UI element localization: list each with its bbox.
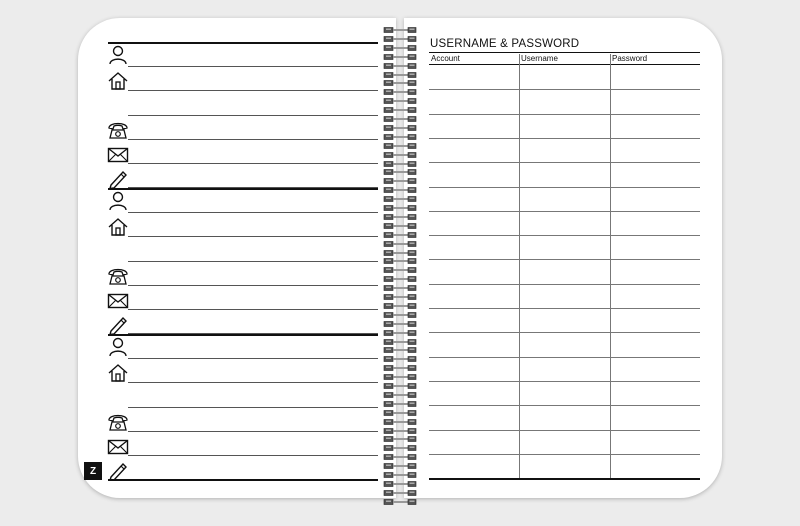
- spiral-coil: [382, 154, 418, 159]
- writing-line[interactable]: [128, 358, 378, 359]
- spiral-coil: [382, 403, 418, 408]
- spiral-coil: [382, 29, 418, 34]
- spiral-coil: [382, 82, 418, 87]
- phone-icon: [107, 266, 129, 286]
- table-row[interactable]: [429, 357, 700, 358]
- person-icon: [107, 191, 129, 211]
- spiral-coil: [382, 456, 418, 461]
- pencil-icon: [107, 461, 129, 481]
- spiral-coil: [382, 207, 418, 212]
- spiral-coil: [382, 305, 418, 310]
- table-row[interactable]: [429, 308, 700, 309]
- writing-line[interactable]: [128, 261, 378, 262]
- spiral-coil: [382, 56, 418, 61]
- table-row[interactable]: [429, 211, 700, 212]
- spiral-coil: [382, 421, 418, 426]
- pencil-icon: [107, 315, 129, 335]
- envelope-icon: [107, 291, 129, 311]
- writing-line[interactable]: [128, 212, 378, 213]
- person-icon: [107, 337, 129, 357]
- spiral-coil: [382, 429, 418, 434]
- spiral-coil: [382, 145, 418, 150]
- writing-line[interactable]: [128, 309, 378, 310]
- phone-icon: [107, 120, 129, 140]
- spiral-coil: [382, 465, 418, 470]
- spiral-coil: [382, 73, 418, 78]
- spiral-coil: [382, 100, 418, 105]
- spiral-coil: [382, 234, 418, 239]
- spiral-coil: [382, 251, 418, 256]
- spiral-coil: [382, 412, 418, 417]
- column-header-password: Password: [612, 54, 648, 63]
- table-row[interactable]: [429, 478, 700, 480]
- spiral-coil: [382, 109, 418, 114]
- spiral-coil: [382, 483, 418, 488]
- spiral-coil: [382, 474, 418, 479]
- spiral-coil: [382, 385, 418, 390]
- pencil-icon: [107, 169, 129, 189]
- spiral-coil: [382, 269, 418, 274]
- writing-line[interactable]: [108, 479, 378, 481]
- spiral-coil: [382, 180, 418, 185]
- table-row[interactable]: [429, 235, 700, 236]
- spiral-coil: [382, 91, 418, 96]
- entry-top-rule: [108, 334, 378, 336]
- table-row[interactable]: [429, 405, 700, 406]
- house-icon: [107, 71, 129, 91]
- table-row[interactable]: [429, 89, 700, 90]
- page-title: USERNAME & PASSWORD: [430, 38, 580, 50]
- column-divider: [610, 54, 611, 478]
- spiral-coil: [382, 278, 418, 283]
- writing-line[interactable]: [128, 66, 378, 67]
- spiral-coil: [382, 332, 418, 337]
- spiral-coil: [382, 447, 418, 452]
- writing-line[interactable]: [128, 285, 378, 286]
- spiral-coil: [382, 492, 418, 497]
- alphabet-tab[interactable]: Z: [84, 462, 102, 480]
- spiral-coil: [382, 358, 418, 363]
- house-icon: [107, 363, 129, 383]
- spiral-coil: [382, 296, 418, 301]
- envelope-icon: [107, 437, 129, 457]
- house-icon: [107, 217, 129, 237]
- spiral-coil: [382, 340, 418, 345]
- spiral-coil: [382, 314, 418, 319]
- table-row[interactable]: [429, 430, 700, 431]
- table-row[interactable]: [429, 284, 700, 285]
- spiral-coil: [382, 136, 418, 141]
- column-header-username: Username: [521, 54, 558, 63]
- table-row[interactable]: [429, 454, 700, 455]
- spiral-coil: [382, 260, 418, 265]
- spiral-binding: [382, 16, 418, 500]
- spiral-coil: [382, 376, 418, 381]
- spiral-coil: [382, 65, 418, 70]
- spiral-coil: [382, 367, 418, 372]
- spiral-coil: [382, 171, 418, 176]
- spiral-coil: [382, 438, 418, 443]
- spiral-coil: [382, 394, 418, 399]
- spiral-coil: [382, 225, 418, 230]
- password-table: [429, 52, 700, 479]
- table-row[interactable]: [429, 162, 700, 163]
- writing-line[interactable]: [128, 382, 378, 383]
- spiral-coil: [382, 198, 418, 203]
- writing-line[interactable]: [128, 455, 378, 456]
- spiral-coil: [382, 287, 418, 292]
- spiral-coil: [382, 38, 418, 43]
- table-body: [429, 65, 700, 479]
- table-row[interactable]: [429, 259, 700, 260]
- entry-top-rule: [108, 42, 378, 44]
- spiral-coil: [382, 349, 418, 354]
- spiral-coil: [382, 47, 418, 52]
- table-row[interactable]: [429, 332, 700, 333]
- writing-line[interactable]: [128, 431, 378, 432]
- envelope-icon: [107, 145, 129, 165]
- spiral-coil: [382, 323, 418, 328]
- table-row[interactable]: [429, 114, 700, 115]
- writing-line[interactable]: [128, 407, 378, 408]
- writing-line[interactable]: [128, 90, 378, 91]
- spiral-coil: [382, 127, 418, 132]
- writing-line[interactable]: [128, 163, 378, 164]
- table-header: [429, 52, 700, 65]
- person-icon: [107, 45, 129, 65]
- table-row[interactable]: [429, 187, 700, 188]
- writing-line[interactable]: [128, 236, 378, 237]
- writing-line[interactable]: [128, 115, 378, 116]
- table-row[interactable]: [429, 138, 700, 139]
- column-header-account: Account: [431, 54, 460, 63]
- spiral-coil: [382, 243, 418, 248]
- table-row[interactable]: [429, 381, 700, 382]
- spiral-coil: [382, 216, 418, 221]
- writing-line[interactable]: [128, 139, 378, 140]
- spiral-coil: [382, 20, 418, 25]
- entry-top-rule: [108, 188, 378, 190]
- phone-icon: [107, 412, 129, 432]
- spiral-coil: [382, 189, 418, 194]
- column-divider: [519, 54, 520, 478]
- spiral-coil: [382, 118, 418, 123]
- spiral-coil: [382, 162, 418, 167]
